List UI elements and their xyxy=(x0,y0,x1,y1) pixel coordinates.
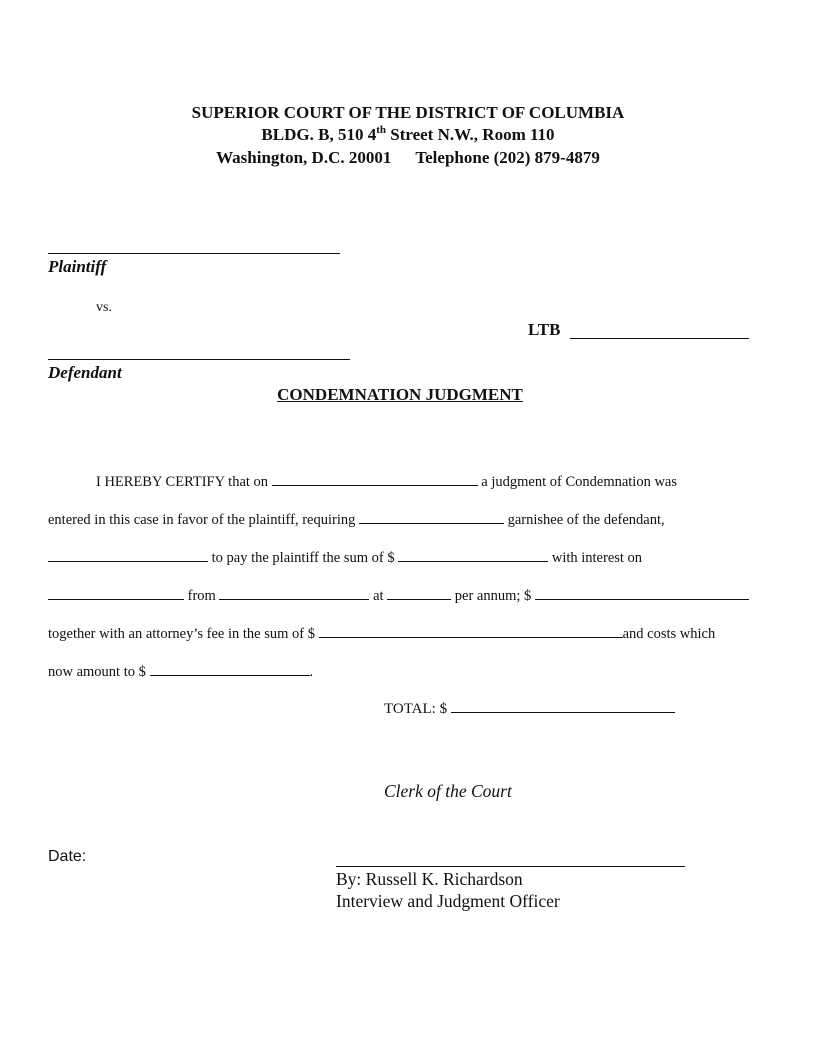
from-text: from xyxy=(187,588,216,604)
body-line-6 xyxy=(48,662,313,681)
attorney-fee-blank[interactable] xyxy=(319,624,623,638)
defendant-name-blank[interactable] xyxy=(48,548,208,562)
address-part-1: BLDG. B, 510 4 xyxy=(261,125,377,144)
rate-blank[interactable] xyxy=(387,586,451,600)
signer-title: Interview and Judgment Officer xyxy=(336,891,560,911)
court-city: Washington, D.C. 20001 xyxy=(216,148,392,167)
court-telephone: Telephone (202) 879-4879 xyxy=(415,148,600,167)
signature-line[interactable] xyxy=(336,866,685,867)
document-title: CONDEMNATION JUDGMENT xyxy=(277,385,523,404)
sum-blank[interactable] xyxy=(398,548,548,562)
body-line-2 xyxy=(48,510,665,529)
total-blank[interactable] xyxy=(451,699,675,713)
total-row xyxy=(384,699,675,718)
body-line-5 xyxy=(48,624,715,643)
garnishee-blank[interactable] xyxy=(359,510,504,524)
judgment-date-blank[interactable] xyxy=(272,472,478,486)
body-line-3 xyxy=(48,548,642,567)
plaintiff-line[interactable] xyxy=(48,253,340,254)
clerk-of-court: Clerk of the Court xyxy=(384,781,512,801)
attorney-fee-text: together with an attorney’s fee in the sum of $ xyxy=(48,626,315,642)
judgment-text: a judgment of Condemnation was xyxy=(481,474,678,490)
court-address xyxy=(0,125,816,145)
interest-amount-blank[interactable] xyxy=(48,586,184,600)
entered-text: entered in this case in favor of the plaintiff, requiring xyxy=(48,512,356,528)
court-contact xyxy=(0,148,816,168)
period-text: . xyxy=(309,664,314,680)
ltb-label: LTB xyxy=(528,320,561,339)
costs-amount-blank[interactable] xyxy=(150,662,310,676)
certify-text: I HEREBY CERTIFY that on xyxy=(96,474,269,490)
vs-label: vs. xyxy=(96,300,112,315)
total-label: TOTAL: $ xyxy=(384,701,448,717)
costs-text: and costs which xyxy=(622,626,716,642)
garnishee-text: garnishee of the defendant, xyxy=(507,512,665,528)
court-name: SUPERIOR COURT OF THE DISTRICT OF COLUMBIA xyxy=(191,103,625,122)
defendant-label: Defendant xyxy=(48,363,122,382)
address-part-2: Street N.W., Room 110 xyxy=(385,125,555,144)
pay-text: to pay the plaintiff the sum of $ xyxy=(211,550,395,566)
body-line-1 xyxy=(96,472,677,491)
address-superscript: th xyxy=(376,124,386,136)
from-date-blank[interactable] xyxy=(219,586,369,600)
date-label: Date: xyxy=(48,848,87,865)
signer-name: By: Russell K. Richardson xyxy=(336,869,523,889)
interest-text: with interest on xyxy=(551,550,643,566)
ltb-number-line[interactable] xyxy=(570,338,749,339)
plaintiff-label: Plaintiff xyxy=(48,257,107,276)
defendant-line[interactable] xyxy=(48,359,350,360)
amount-text: now amount to $ xyxy=(48,664,146,680)
per-annum-text: per annum; $ xyxy=(454,588,532,604)
body-line-4 xyxy=(48,586,749,605)
at-text: at xyxy=(373,588,384,604)
per-annum-amount-blank[interactable] xyxy=(535,586,749,600)
